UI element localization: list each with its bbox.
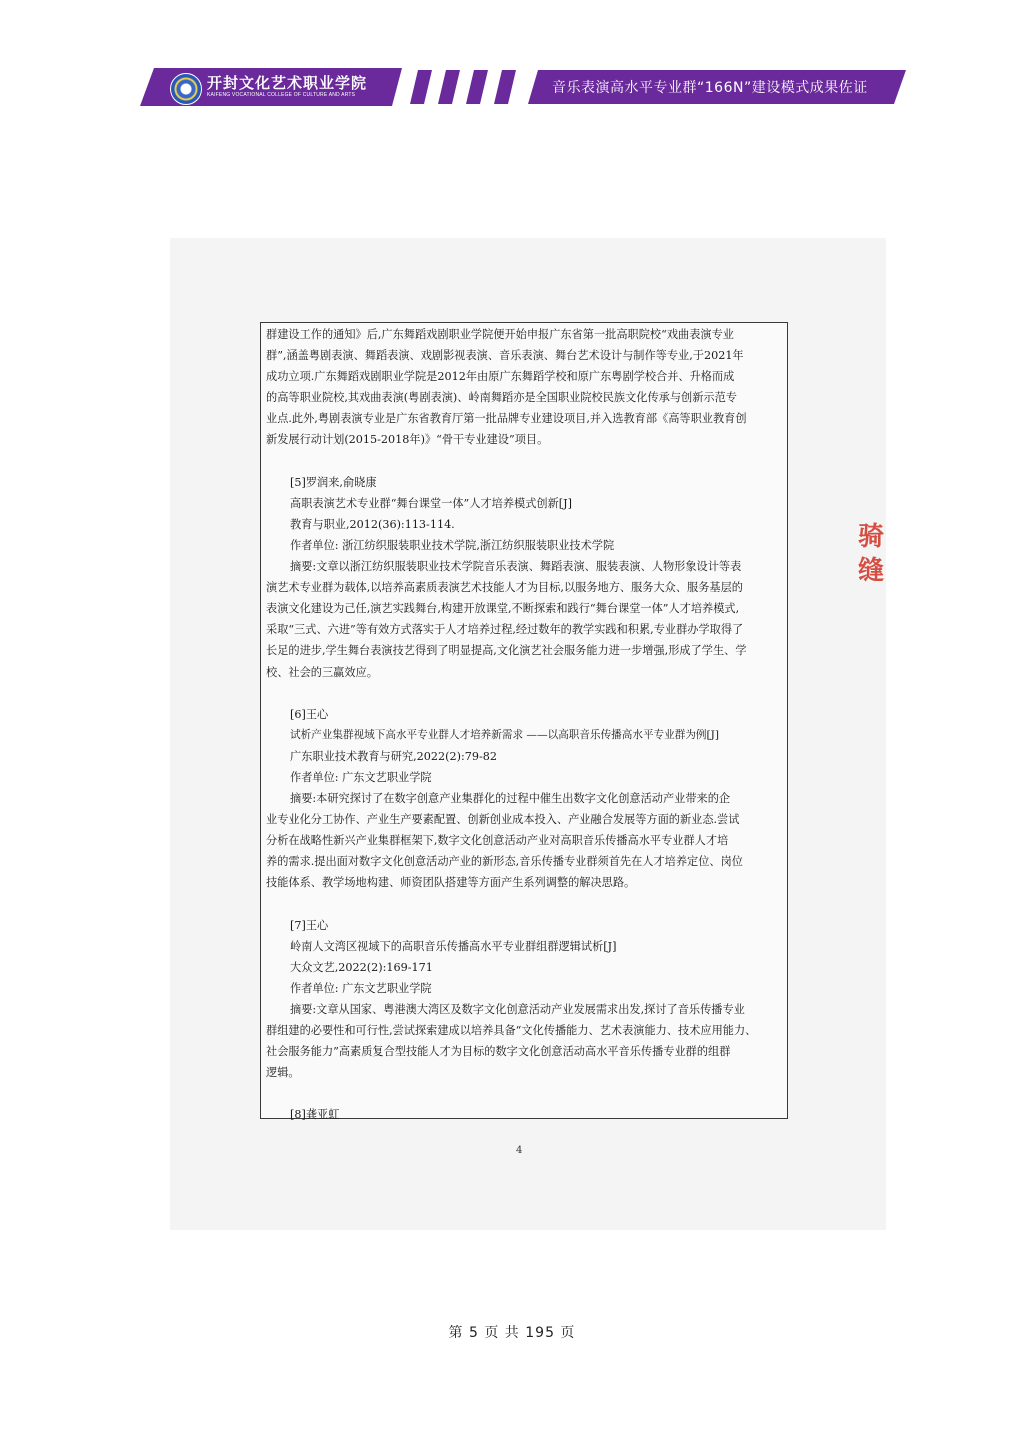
entry-abstract-line: 逻辑。 <box>266 1066 300 1080</box>
entry-abstract-line: 群组建的必要性和可行性,尝试探索建成以培养具备“文化传播能力、艺术表演能力、技术应用能力、 <box>266 1024 757 1038</box>
entry-abstract-line: 长足的进步,学生舞台表演技艺得到了明显提高,文化演艺社会服务能力进一步增强,形成了学生、学 <box>266 644 747 658</box>
entry-unit: 作者单位: 广东文艺职业学院 <box>290 770 432 784</box>
entry-abstract-line: 摘要:文章从国家、粤港澳大湾区及数字文化创意活动产业发展需求出发,探讨了音乐传播专业 <box>290 1003 745 1016</box>
reference-entry-6 <box>266 704 784 894</box>
reference-entry-5 <box>266 472 784 683</box>
entry-author: [8]龚亚虹 <box>290 1108 340 1122</box>
reference-entry-8 <box>266 1104 784 1125</box>
entry-abstract-line: 演艺术专业群为载体,以培养高素质表演艺术技能人才为目标,以服务地方、服务大众、服务基层的 <box>266 581 743 595</box>
entry-abstract-line: 分析在战略性新兴产业集群框架下,数字文化创意活动产业对高职音乐传播高水平专业群人才培 <box>266 834 729 848</box>
intro-line: 业点.此外,粤剧表演专业是广东省教育厅第一批品牌专业建设项目,并入选教育部《高等职业教育创 <box>266 412 747 426</box>
intro-paragraph <box>266 324 784 451</box>
entry-title: 岭南人文湾区视域下的高职音乐传播高水平专业群组群逻辑试析[J] <box>290 939 617 953</box>
intro-line: 群”,涵盖粤剧表演、舞蹈表演、戏剧影视表演、音乐表演、舞台艺术设计与制作等专业,于2021年 <box>266 349 744 363</box>
entry-unit: 作者单位: 浙江纺织服装职业技术学院,浙江纺织服装职业技术学院 <box>290 538 615 552</box>
entry-abstract-line: 技能体系、教学场地构建、师资团队搭建等方面产生系列调整的解决思路。 <box>266 876 636 890</box>
entry-abstract-line: 业专业化分工协作、产业生产要素配置、创新创业成本投入、产业融合发展等方面的新业态.尝试 <box>266 813 740 827</box>
seal-stamp <box>858 520 886 592</box>
entry-abstract-line: 表演文化建设为己任,演艺实践舞台,构建开放课堂,不断探索和践行“舞台课堂一体”人才培养模式, <box>266 602 740 616</box>
entry-source: 大众文艺,2022(2):169-171 <box>290 960 433 974</box>
intro-line: 群建设工作的通知》后,广东舞蹈戏剧职业学院便开始申报广东省第一批高职院校“戏曲表演专业 <box>266 328 734 341</box>
entry-abstract-line: 摘要:本研究探讨了在数字创意产业集群化的过程中催生出数字文化创意活动产业带来的企 <box>290 792 731 806</box>
header-stripe-3 <box>466 70 488 104</box>
entry-author: [7]王心 <box>290 918 329 932</box>
entry-title: 试析产业集群视域下高水平专业群人才培养新需求 ——以高职音乐传播高水平专业群为例[J] <box>290 728 720 741</box>
page-footer: 第 5 页 共 195 页 <box>448 1325 576 1341</box>
intro-line: 成功立项.广东舞蹈戏剧职业学院是2012年由原广东舞蹈学校和原广东粤剧学校合并、升格而成 <box>266 370 735 384</box>
college-name-en: KAIFENG VOCATIONAL COLLEGE OF CULTURE AND ARTS <box>207 92 356 98</box>
scan-page-number: 4 <box>516 1145 523 1156</box>
entry-author: [5]罗润来,俞晓康 <box>290 475 377 489</box>
entry-abstract-line: 摘要:文章以浙江纺织服装职业技术学院音乐表演、舞蹈表演、服装表演、人物形象设计等表 <box>290 560 742 574</box>
entry-author: [6]王心 <box>290 707 329 721</box>
entry-source: 广东职业技术教育与研究,2022(2):79-82 <box>290 749 497 763</box>
entry-abstract-line: 校、社会的三赢效应。 <box>266 665 378 679</box>
seal-char: 骑 <box>858 522 885 552</box>
header-stripe-2 <box>438 70 460 104</box>
intro-line: 新发展行动计划(2015-2018年)》“骨干专业建设”项目。 <box>266 433 549 447</box>
seal-char: 缝 <box>858 556 885 586</box>
reference-entry-7 <box>266 915 784 1084</box>
header-stripe-1 <box>410 70 432 104</box>
entry-abstract-line: 养的需求.提出面对数字文化创意活动产业的新形态,音乐传播专业群须首先在人才培养定位、岗位 <box>266 855 743 869</box>
header-stripe-4 <box>494 70 516 104</box>
college-emblem-icon <box>170 73 202 105</box>
entry-title: 高职表演艺术专业群“舞台课堂一体”人才培养模式创新[J] <box>290 496 572 510</box>
entry-abstract-line: 采取“三式、六进”等有效方式落实于人才培养过程,经过数年的教学实践和积累,专业群办学取得了 <box>266 623 744 637</box>
entry-unit: 作者单位: 广东文艺职业学院 <box>290 981 432 995</box>
entry-source: 教育与职业,2012(36):113-114. <box>290 517 455 531</box>
document-body <box>266 324 784 1126</box>
entry-abstract-line: 社会服务能力”高素质复合型技能人才为目标的数字文化创意活动高水平音乐传播专业群的组群 <box>266 1045 731 1059</box>
header-title: 音乐表演高水平专业群“166N”建设模式成果佐证 <box>552 80 868 96</box>
intro-line: 的高等职业院校,其戏曲表演(粤剧表演)、岭南舞蹈亦是全国职业院校民族文化传承与创新示范专 <box>266 391 737 405</box>
college-name-cn: 开封文化艺术职业学院 <box>207 74 368 92</box>
